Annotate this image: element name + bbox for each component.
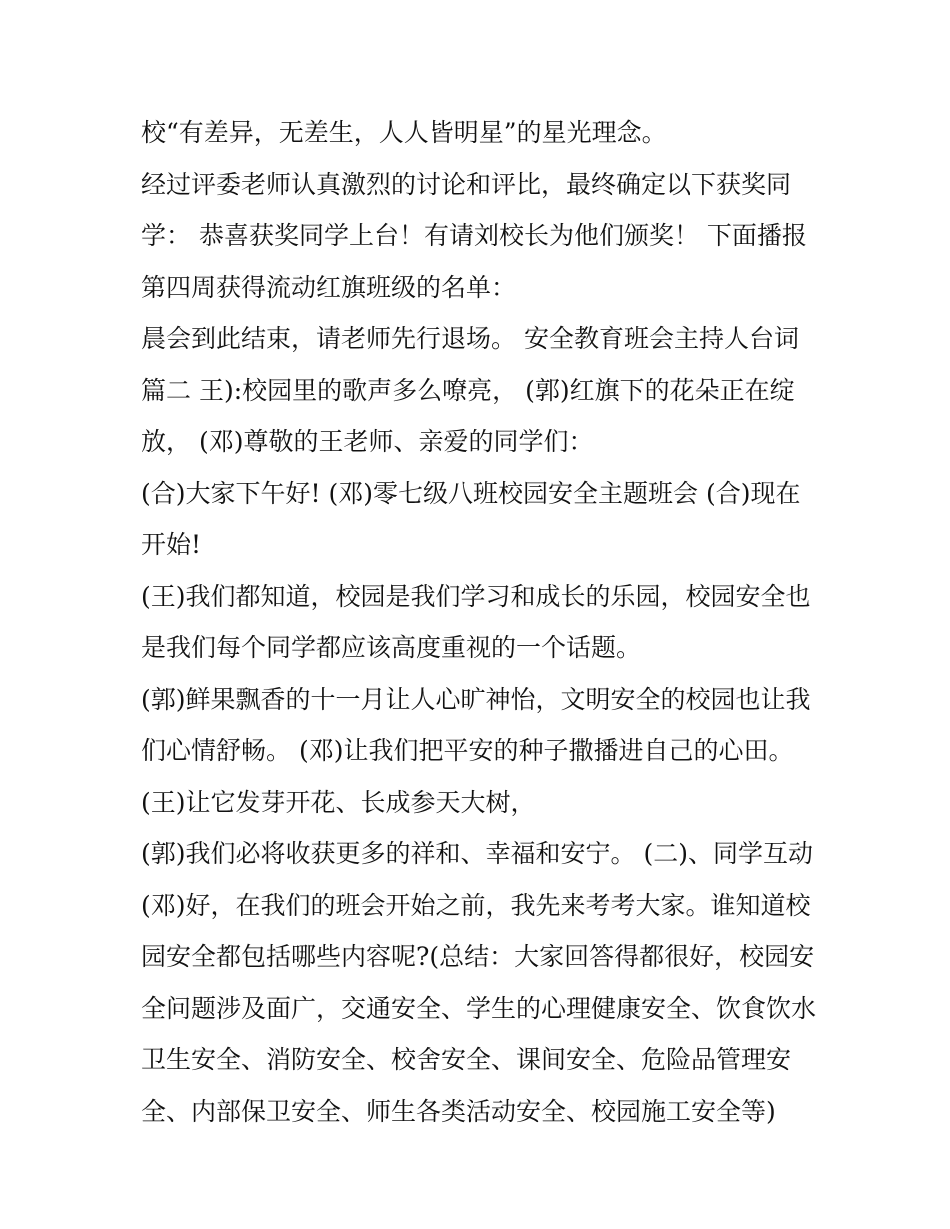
text-line: 篇二 王):校园里的歌声多么嘹亮， (郭)红旗下的花朵正在绽 bbox=[141, 375, 795, 405]
text-line: 全、内部保卫安全、师生各类活动安全、校园施工安全等) bbox=[141, 1096, 776, 1126]
text-line: 全问题涉及面广，交通安全、学生的心理健康安全、饮食饮水 bbox=[141, 993, 817, 1023]
text-line: (郭)我们必将收获更多的祥和、幸福和安宁。 (二)、同学互动 bbox=[141, 839, 813, 868]
text-line: (郭)鲜果飘香的十一月让人心旷神怡，文明安全的校园也让我 bbox=[141, 684, 811, 714]
text-line: 园安全都包括哪些内容呢?(总结：大家回答得都很好，校园安 bbox=[141, 942, 815, 971]
text-line: 第四周获得流动红旗班级的名单： bbox=[141, 272, 517, 302]
text-line: (邓)好，在我们的班会开始之前，我先来考考大家。谁知道校 bbox=[141, 890, 811, 920]
text-line: (合)大家下午好! (邓)零七级八班校园安全主题班会 (合)现在 bbox=[141, 478, 801, 508]
text-line: 们心情舒畅。 (邓)让我们把平安的种子撒播进自己的心田。 bbox=[141, 736, 794, 765]
text-line: 学： 恭喜获奖同学上台！有请刘校长为他们颁奖！ 下面播报 bbox=[141, 221, 807, 250]
text-line: 开始! bbox=[141, 530, 202, 559]
text-line: (王)我们都知道，校园是我们学习和成长的乐园，校园安全也 bbox=[141, 581, 811, 611]
document-body bbox=[141, 107, 831, 1137]
text-line: (王)让它发芽开花、长成参天大树， bbox=[141, 787, 536, 817]
text-line: 晨会到此结束，请老师先行退场。 安全教育班会主持人台词 bbox=[141, 324, 799, 353]
text-line: 卫生安全、消防安全、校舍安全、课间安全、危险品管理安 bbox=[141, 1045, 792, 1074]
text-line: 是我们每个同学都应该高度重视的一个话题。 bbox=[141, 633, 642, 662]
text-line: 经过评委老师认真激烈的讨论和评比，最终确定以下获奖同 bbox=[141, 169, 792, 199]
text-line: 放， (邓)尊敬的王老师、亲爱的同学们： bbox=[141, 427, 594, 456]
text-line: 校“有差异，无差生，人人皆明星”的星光理念。 bbox=[141, 118, 667, 147]
